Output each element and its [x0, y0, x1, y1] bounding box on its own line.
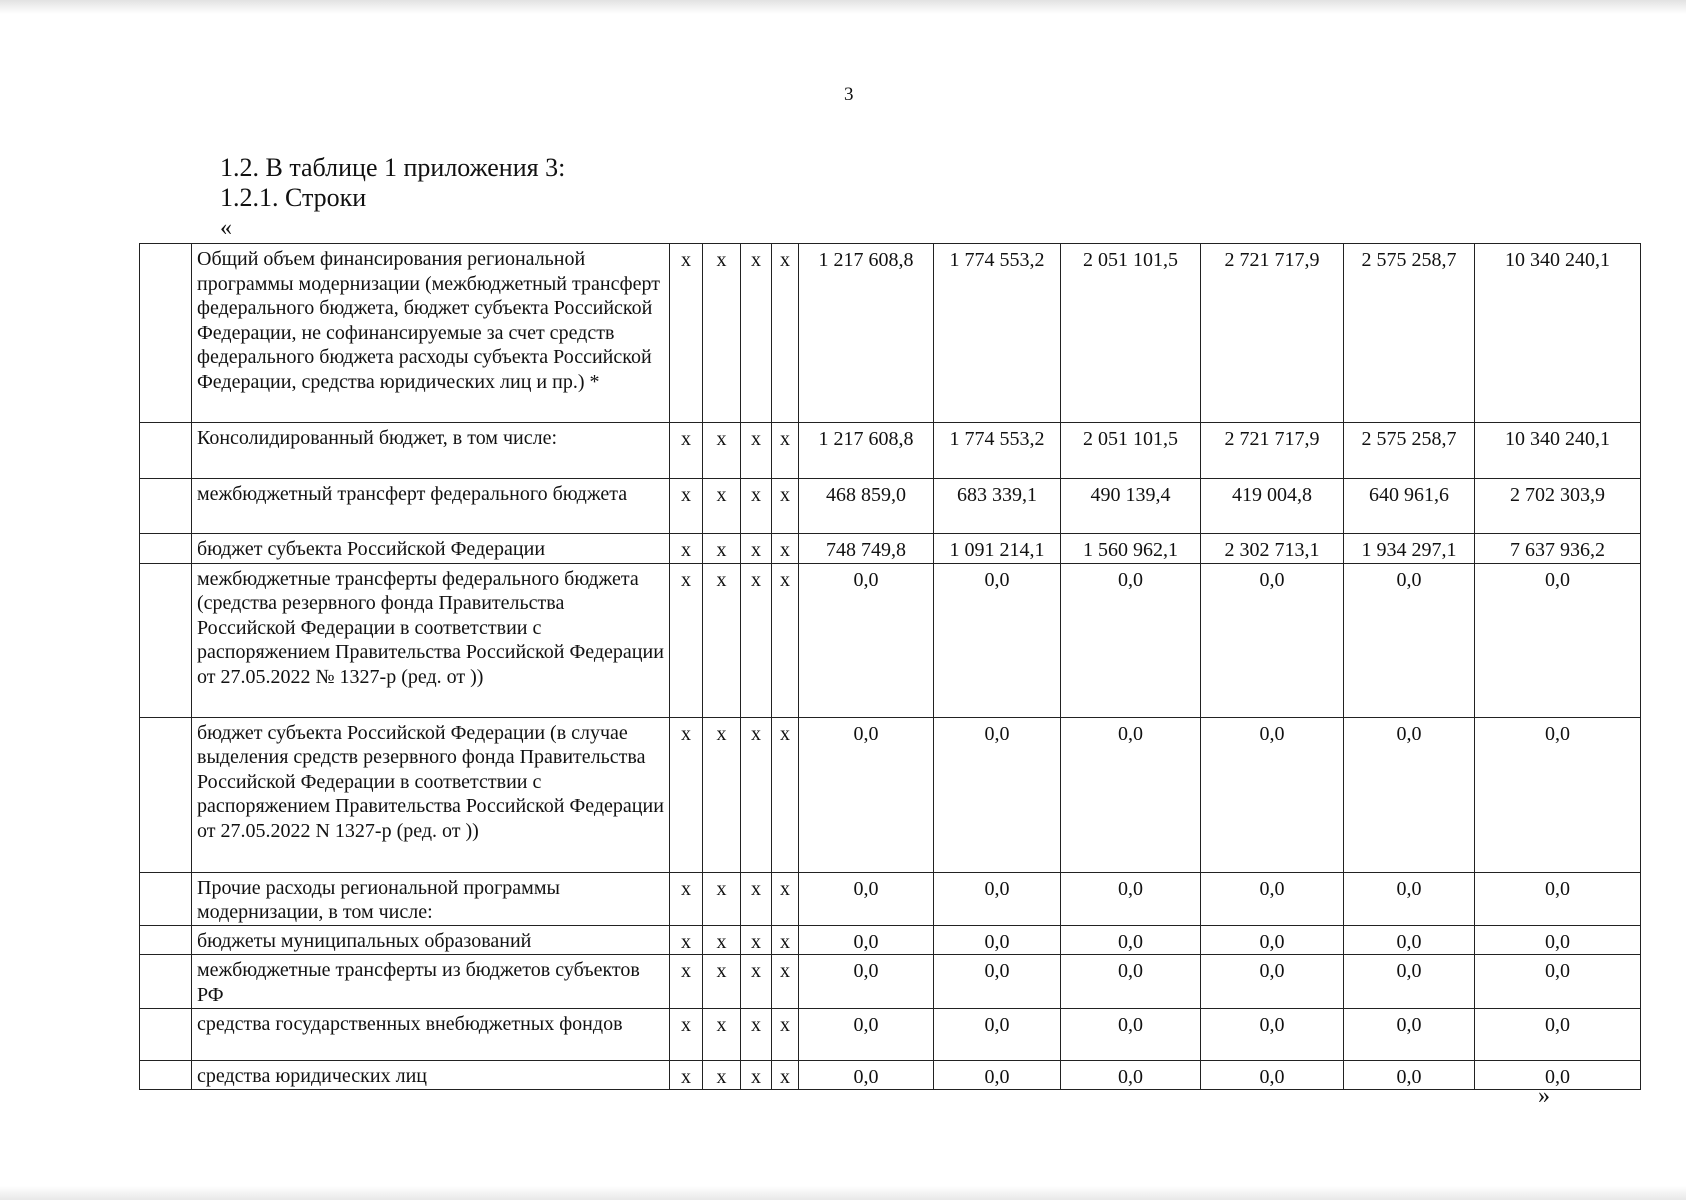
financing-table [139, 243, 1641, 1090]
x-marker-cell: x [772, 925, 799, 955]
value-cell: 2 051 101,5 [1061, 423, 1201, 479]
table-row [140, 423, 1641, 479]
x-marker-cell: x [741, 1008, 772, 1060]
value-cell: 1 560 962,1 [1061, 534, 1201, 564]
value-cell: 0,0 [1344, 1060, 1475, 1090]
table-row [140, 717, 1641, 872]
value-cell: 1 217 608,8 [799, 423, 934, 479]
closing-quote: » [1538, 1083, 1550, 1109]
value-cell: 0,0 [934, 1008, 1061, 1060]
x-marker-cell: x [741, 717, 772, 872]
x-marker-cell: x [703, 1060, 741, 1090]
value-cell: 0,0 [1344, 563, 1475, 717]
value-cell: 0,0 [799, 872, 934, 925]
subsection-heading: 1.2.1. Строки [220, 183, 367, 212]
scan-edge-bottom [0, 1186, 1686, 1200]
value-cell: 0,0 [1201, 563, 1344, 717]
x-marker-cell: x [703, 1008, 741, 1060]
table-row [140, 1008, 1641, 1060]
row-label: Консолидированный бюджет, в том числе: [192, 423, 670, 479]
value-cell: 0,0 [1344, 1008, 1475, 1060]
value-cell: 0,0 [799, 925, 934, 955]
x-marker-cell: x [741, 479, 772, 534]
value-cell: 0,0 [934, 925, 1061, 955]
row-label: бюджет субъекта Российской Федерации (в случае выделения средств резервного фонда Правительства Российской Федерации в соответствии с распоряжением Правительства Российской Федерации от 27.05.2022 N 1327-р (ред. от )) [192, 717, 670, 872]
value-cell: 0,0 [1344, 872, 1475, 925]
row-index-cell [140, 423, 192, 479]
x-marker-cell: x [772, 717, 799, 872]
page-number: 3 [844, 84, 854, 105]
value-cell: 2 721 717,9 [1201, 423, 1344, 479]
row-label: Общий объем финансирования региональной программы модернизации (межбюджетный трансферт федерального бюджета, бюджет субъекта Российской Федерации, не софинансируемые за счет средств федерального бюджета расходы субъекта Российской Федерации, средства юридических лиц и пр.) * [192, 244, 670, 423]
x-marker-cell: x [772, 955, 799, 1008]
value-cell: 0,0 [1061, 1060, 1201, 1090]
value-cell: 0,0 [1201, 955, 1344, 1008]
x-marker-cell: x [741, 925, 772, 955]
value-cell: 0,0 [1475, 717, 1641, 872]
x-marker-cell: x [703, 717, 741, 872]
value-cell: 10 340 240,1 [1475, 244, 1641, 423]
x-marker-cell: x [703, 244, 741, 423]
value-cell: 0,0 [1344, 925, 1475, 955]
value-cell: 0,0 [934, 563, 1061, 717]
x-marker-cell: x [741, 1060, 772, 1090]
value-cell: 2 302 713,1 [1201, 534, 1344, 564]
row-index-cell [140, 1008, 192, 1060]
value-cell: 468 859,0 [799, 479, 934, 534]
value-cell: 0,0 [799, 717, 934, 872]
x-marker-cell: x [670, 244, 703, 423]
x-marker-cell: x [741, 244, 772, 423]
x-marker-cell: x [772, 1008, 799, 1060]
value-cell: 748 749,8 [799, 534, 934, 564]
value-cell: 2 702 303,9 [1475, 479, 1641, 534]
value-cell: 1 217 608,8 [799, 244, 934, 423]
value-cell: 7 637 936,2 [1475, 534, 1641, 564]
x-marker-cell: x [741, 872, 772, 925]
value-cell: 0,0 [1201, 1060, 1344, 1090]
x-marker-cell: x [741, 955, 772, 1008]
x-marker-cell: x [670, 1060, 703, 1090]
value-cell: 0,0 [934, 872, 1061, 925]
value-cell: 1 934 297,1 [1344, 534, 1475, 564]
x-marker-cell: x [703, 479, 741, 534]
value-cell: 1 774 553,2 [934, 244, 1061, 423]
x-marker-cell: x [703, 955, 741, 1008]
x-marker-cell: x [670, 717, 703, 872]
value-cell: 0,0 [1475, 872, 1641, 925]
value-cell: 2 575 258,7 [1344, 244, 1475, 423]
table-row [140, 534, 1641, 564]
value-cell: 490 139,4 [1061, 479, 1201, 534]
table-row [140, 1060, 1641, 1090]
row-index-cell [140, 534, 192, 564]
x-marker-cell: x [741, 423, 772, 479]
x-marker-cell: x [772, 534, 799, 564]
value-cell: 0,0 [1061, 717, 1201, 872]
opening-quote: « [220, 215, 232, 241]
value-cell: 419 004,8 [1201, 479, 1344, 534]
section-heading: 1.2. В таблице 1 приложения 3: [220, 153, 566, 182]
x-marker-cell: x [772, 479, 799, 534]
value-cell: 0,0 [1475, 955, 1641, 1008]
value-cell: 683 339,1 [934, 479, 1061, 534]
x-marker-cell: x [772, 872, 799, 925]
value-cell: 2 721 717,9 [1201, 244, 1344, 423]
value-cell: 0,0 [799, 1060, 934, 1090]
value-cell: 0,0 [1475, 925, 1641, 955]
value-cell: 0,0 [1201, 1008, 1344, 1060]
value-cell: 2 575 258,7 [1344, 423, 1475, 479]
row-label: бюджеты муниципальных образований [192, 925, 670, 955]
x-marker-cell: x [670, 563, 703, 717]
value-cell: 0,0 [1061, 955, 1201, 1008]
scan-edge-top [0, 0, 1686, 14]
x-marker-cell: x [703, 534, 741, 564]
row-index-cell [140, 955, 192, 1008]
row-index-cell [140, 563, 192, 717]
x-marker-cell: x [670, 955, 703, 1008]
value-cell: 0,0 [1475, 563, 1641, 717]
value-cell: 640 961,6 [1344, 479, 1475, 534]
value-cell: 0,0 [1061, 872, 1201, 925]
value-cell: 0,0 [799, 1008, 934, 1060]
row-index-cell [140, 717, 192, 872]
x-marker-cell: x [670, 423, 703, 479]
value-cell: 0,0 [799, 955, 934, 1008]
x-marker-cell: x [703, 925, 741, 955]
table-row [140, 955, 1641, 1008]
value-cell: 1 774 553,2 [934, 423, 1061, 479]
row-index-cell [140, 479, 192, 534]
value-cell: 2 051 101,5 [1061, 244, 1201, 423]
value-cell: 0,0 [934, 1060, 1061, 1090]
row-index-cell [140, 872, 192, 925]
value-cell: 0,0 [1061, 925, 1201, 955]
x-marker-cell: x [772, 244, 799, 423]
row-label: межбюджетные трансферты федерального бюджета (средства резервного фонда Правительства Российской Федерации в соответствии с распоряжением Правительства Российской Федерации от 27.05.2022 № 1327-р (ред. от )) [192, 563, 670, 717]
value-cell: 0,0 [1201, 717, 1344, 872]
row-index-cell [140, 1060, 192, 1090]
row-label: межбюджетные трансферты из бюджетов субъектов РФ [192, 955, 670, 1008]
x-marker-cell: x [670, 872, 703, 925]
row-index-cell [140, 244, 192, 423]
x-marker-cell: x [670, 534, 703, 564]
row-label: бюджет субъекта Российской Федерации [192, 534, 670, 564]
table-row [140, 479, 1641, 534]
value-cell: 0,0 [1475, 1008, 1641, 1060]
value-cell: 0,0 [1344, 955, 1475, 1008]
row-label: Прочие расходы региональной программы модернизации, в том числе: [192, 872, 670, 925]
x-marker-cell: x [741, 563, 772, 717]
x-marker-cell: x [772, 1060, 799, 1090]
value-cell: 1 091 214,1 [934, 534, 1061, 564]
table-row [140, 872, 1641, 925]
value-cell: 0,0 [1061, 563, 1201, 717]
x-marker-cell: x [670, 1008, 703, 1060]
table-row [140, 925, 1641, 955]
value-cell: 0,0 [799, 563, 934, 717]
value-cell: 0,0 [934, 717, 1061, 872]
value-cell: 0,0 [1201, 925, 1344, 955]
x-marker-cell: x [772, 423, 799, 479]
row-label: средства государственных внебюджетных фондов [192, 1008, 670, 1060]
value-cell: 0,0 [1475, 1060, 1641, 1090]
x-marker-cell: x [741, 534, 772, 564]
x-marker-cell: x [703, 563, 741, 717]
table-row [140, 563, 1641, 717]
x-marker-cell: x [703, 872, 741, 925]
x-marker-cell: x [670, 925, 703, 955]
value-cell: 0,0 [1344, 717, 1475, 872]
x-marker-cell: x [703, 423, 741, 479]
x-marker-cell: x [772, 563, 799, 717]
row-label: межбюджетный трансферт федерального бюджета [192, 479, 670, 534]
x-marker-cell: x [670, 479, 703, 534]
row-label: средства юридических лиц [192, 1060, 670, 1090]
value-cell: 10 340 240,1 [1475, 423, 1641, 479]
table-row [140, 244, 1641, 423]
row-index-cell [140, 925, 192, 955]
value-cell: 0,0 [1061, 1008, 1201, 1060]
value-cell: 0,0 [1201, 872, 1344, 925]
value-cell: 0,0 [934, 955, 1061, 1008]
